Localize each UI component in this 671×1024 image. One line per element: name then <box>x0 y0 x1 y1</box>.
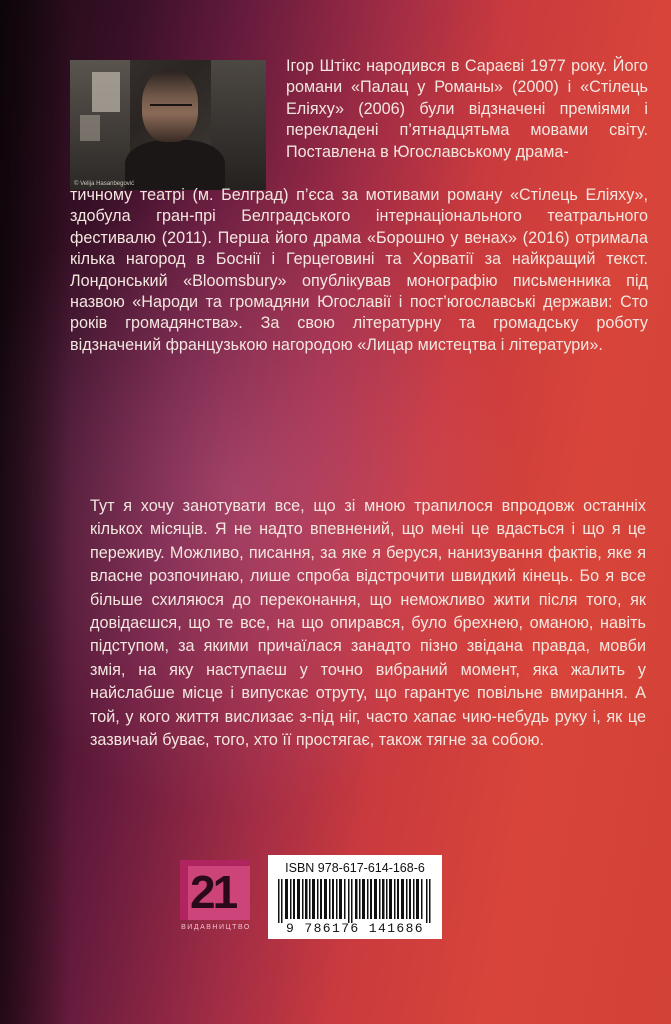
book-excerpt: Тут я хочу занотувати все, що зі мною трапилося впродовж останніх кількох місяців. Я не надто впевнений, що мені це вдасться і що я це переживу. Можливо, писання, за яке я беруся, нанизування фактів, яке я власне розпочинаю, лише спроба відстрочити швидкий кінець. Бо я все більше схиляюся до переконання, що неможливо жити після того, як довідаєшся, що те все, на що опирався, було брехнею, оманою, навіть підступом, за якими причаїлася занадто пізно звідана правда, мовби змія, на яку наступаєш у точно вибраний момент, яка жалить у найслабше місце і випускає отруту, що гарантує повільне вмирання. А той, у кого життя вислизає з-під ніг, часто хапає чию-небудь руку і, як це зазвичай буває, того, хто її простягає, також тягне за собою. <box>90 497 646 750</box>
author-bio-continued: тичному театрі (м. Белград) п’єса за мотивами роману «Стілець Еліяху», здобула гран-прі Белградського інтернаціонального театрального фестивалю (2011). Перша його драма «Борошно у венах» (2016) отримала кілька нагород в Боснії і Герцеговині та Хорватії за найкращий текст. Лондонський «Bloomsbury» опублікував монографію письменника під назвою «Народи та громадяни Югославії і пост’югославські держави: Сто років громадянства». За свою літературну та громадську роботу відзначений французькою нагородою «Лицар мистецтва і літератури». <box>70 186 648 354</box>
publisher-logo <box>180 860 252 940</box>
photo-credit: © Velija Hasanbegović <box>74 181 135 187</box>
isbn-label: ISBN 978-617-614-168-6 <box>285 861 425 875</box>
spine-shadow <box>0 0 70 1024</box>
author-bio-top: Ігор Штікс народився в Сараєві 1977 року. Його романи «Палац у Романы» (2000) і «Стілець Еліяху» (2006) були відзначені преміями і перекладені п’ятнадцятьма мовами світу. Поставлена в Югославському драма- <box>286 57 648 161</box>
barcode-icon <box>278 879 432 923</box>
publisher-imprint: ВИДАВНИЦТВО <box>181 924 251 931</box>
isbn-block <box>268 855 442 939</box>
publisher-logo-number: 21 <box>190 866 236 918</box>
barcode-digits: 9 786176 141686 <box>285 921 425 936</box>
author-photo <box>70 60 266 190</box>
